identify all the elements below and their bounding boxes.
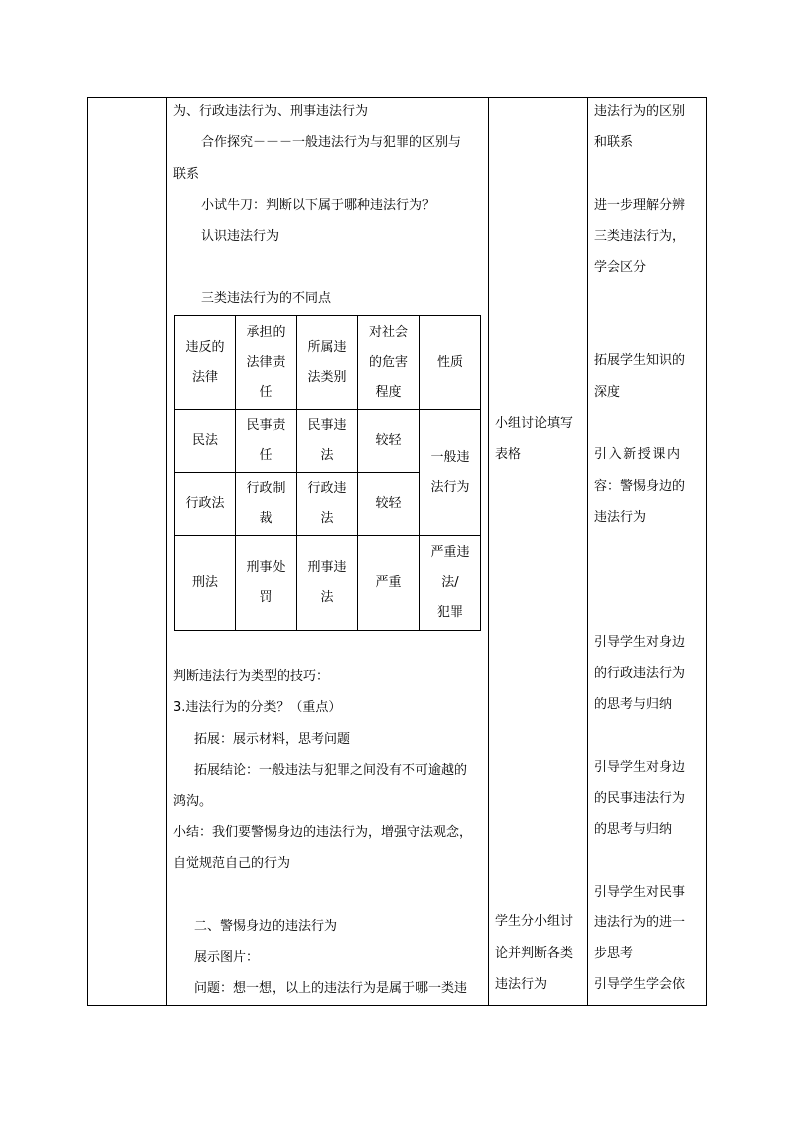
content-line: 小试牛刀：判断以下属于哪种违法行为？ [201, 198, 436, 213]
intent-line: 拓展学生知识的 [594, 353, 686, 368]
cell-text: 民事违 [307, 418, 347, 433]
table-cell [297, 410, 357, 472]
intent-line: 违法行为 [594, 510, 647, 525]
content-line: 问题：想一想，以上的违法行为是属于哪一类违 [194, 981, 468, 996]
cell-text: 任 [259, 384, 273, 400]
table-cell [358, 536, 419, 630]
intent-line: 违法行为的区别 [594, 104, 686, 119]
activity-line: 论并判断各类 [495, 946, 574, 961]
activity-line: 小组讨论填写 [495, 416, 574, 431]
cell-text: 法律责 [246, 354, 286, 370]
cell-text: 较轻 [375, 433, 402, 448]
divider-col3 [587, 97, 588, 1006]
intent-line: 和联系 [594, 135, 634, 150]
table-hline [174, 630, 481, 631]
table-vline [480, 315, 481, 630]
cell-text: 民法 [191, 433, 218, 448]
cell-text: 对社会 [368, 324, 408, 340]
cell-text: 法 [320, 448, 334, 463]
cell-text: 法/ [441, 575, 459, 590]
intent-line: 的民事违法行为 [594, 791, 686, 806]
intent-line: 步思考 [594, 946, 634, 961]
content-line: 3.违法行为的分类？（重点） [173, 700, 342, 715]
intent-line: 进一步理解分辨 [594, 198, 686, 213]
content-line: 展示图片： [194, 950, 260, 965]
cell-text: 法 [320, 511, 334, 526]
divider-col1 [166, 97, 167, 1006]
cell-text: 一般违 [430, 449, 470, 465]
activity-line: 学生分小组讨 [495, 914, 574, 929]
intent-line: 引入新授课内 [594, 447, 682, 462]
table-cell [358, 473, 419, 535]
cell-text: 刑法 [191, 575, 218, 590]
table-cell [175, 473, 235, 535]
table-header-cell [358, 316, 419, 409]
cell-text: 违反的 [185, 339, 225, 355]
table-header-cell [175, 316, 235, 409]
cell-text: 性质 [436, 354, 463, 370]
cell-text: 行政违 [307, 481, 347, 496]
content-line: 自觉规范自己的行为 [173, 856, 291, 871]
table-cell [236, 473, 296, 535]
table-cell [236, 410, 296, 472]
table-header-cell [297, 316, 357, 409]
cell-text: 罚 [259, 590, 273, 605]
cell-text: 法律 [191, 369, 218, 385]
cell-text: 犯罪 [436, 605, 463, 620]
intent-line: 引导学生对民事 [594, 885, 686, 900]
table-header-cell [420, 316, 480, 409]
cell-text: 承担的 [246, 324, 286, 340]
cell-text: 刑事违 [307, 560, 347, 575]
content-line: 合作探究－－－一般违法行为与犯罪的区别与 [201, 135, 462, 150]
cell-text: 严重 [375, 575, 402, 590]
border-top [87, 97, 707, 98]
cell-text: 行政制 [246, 481, 286, 496]
cell-text: 法 [320, 590, 334, 605]
cell-text: 刑事处 [246, 560, 286, 575]
table-cell [358, 410, 419, 472]
content-line: 鸿沟。 [173, 794, 213, 809]
intent-line: 容：警惕身边的 [594, 479, 686, 494]
content-line: 认识违法行为 [201, 229, 280, 244]
table-cell [175, 536, 235, 630]
intent-line: 三类违法行为， [594, 229, 686, 244]
activity-line: 表格 [495, 447, 522, 462]
cell-text: 法行为 [430, 479, 470, 495]
intent-line: 学会区分 [594, 260, 647, 275]
cell-text: 任 [259, 448, 273, 463]
intent-line: 的思考与归纳 [594, 822, 673, 837]
divider-col2 [488, 97, 489, 1006]
content-line: 二、警惕身边的违法行为 [194, 919, 338, 934]
intent-line: 引导学生学会依 [594, 977, 686, 992]
border-left [87, 97, 88, 1006]
content-line: 拓展：展示材料，思考问题 [194, 732, 351, 747]
table-cell [297, 473, 357, 535]
intent-line: 引导学生对身边 [594, 635, 686, 650]
cell-text: 法类别 [307, 369, 347, 385]
intent-line: 引导学生对身边 [594, 760, 686, 775]
cell-text: 的危害 [368, 354, 408, 370]
content-line: 判断违法行为类型的技巧： [173, 669, 330, 684]
cell-text: 裁 [259, 511, 273, 526]
content-line: 为、行政违法行为、刑事违法行为 [173, 104, 369, 119]
content-line: 三类违法行为的不同点 [201, 291, 332, 306]
table-cell [297, 536, 357, 630]
intent-line: 的思考与归纳 [594, 697, 673, 712]
cell-text: 严重违 [430, 545, 470, 560]
border-bottom [87, 1005, 707, 1006]
activity-line: 违法行为 [495, 977, 548, 992]
cell-text: 行政法 [185, 496, 225, 511]
table-cell [420, 536, 480, 630]
table-merged-cell [420, 410, 480, 535]
content-line: 小结：我们要警惕身边的违法行为，增强守法观念， [173, 825, 473, 840]
table-cell [175, 410, 235, 472]
intent-line: 的行政违法行为 [594, 666, 686, 681]
table-cell [236, 536, 296, 630]
content-line: 联系 [173, 167, 200, 182]
cell-text: 程度 [375, 384, 402, 400]
cell-text: 所属违 [307, 339, 347, 355]
intent-line: 违法行为的进一 [594, 915, 686, 930]
table-header-cell [236, 316, 296, 409]
border-right [706, 97, 707, 1006]
content-line: 拓展结论：一般违法与犯罪之间没有不可逾越的 [194, 763, 468, 778]
cell-text: 较轻 [375, 496, 402, 511]
cell-text: 民事责 [246, 418, 286, 433]
intent-line: 深度 [594, 385, 621, 400]
